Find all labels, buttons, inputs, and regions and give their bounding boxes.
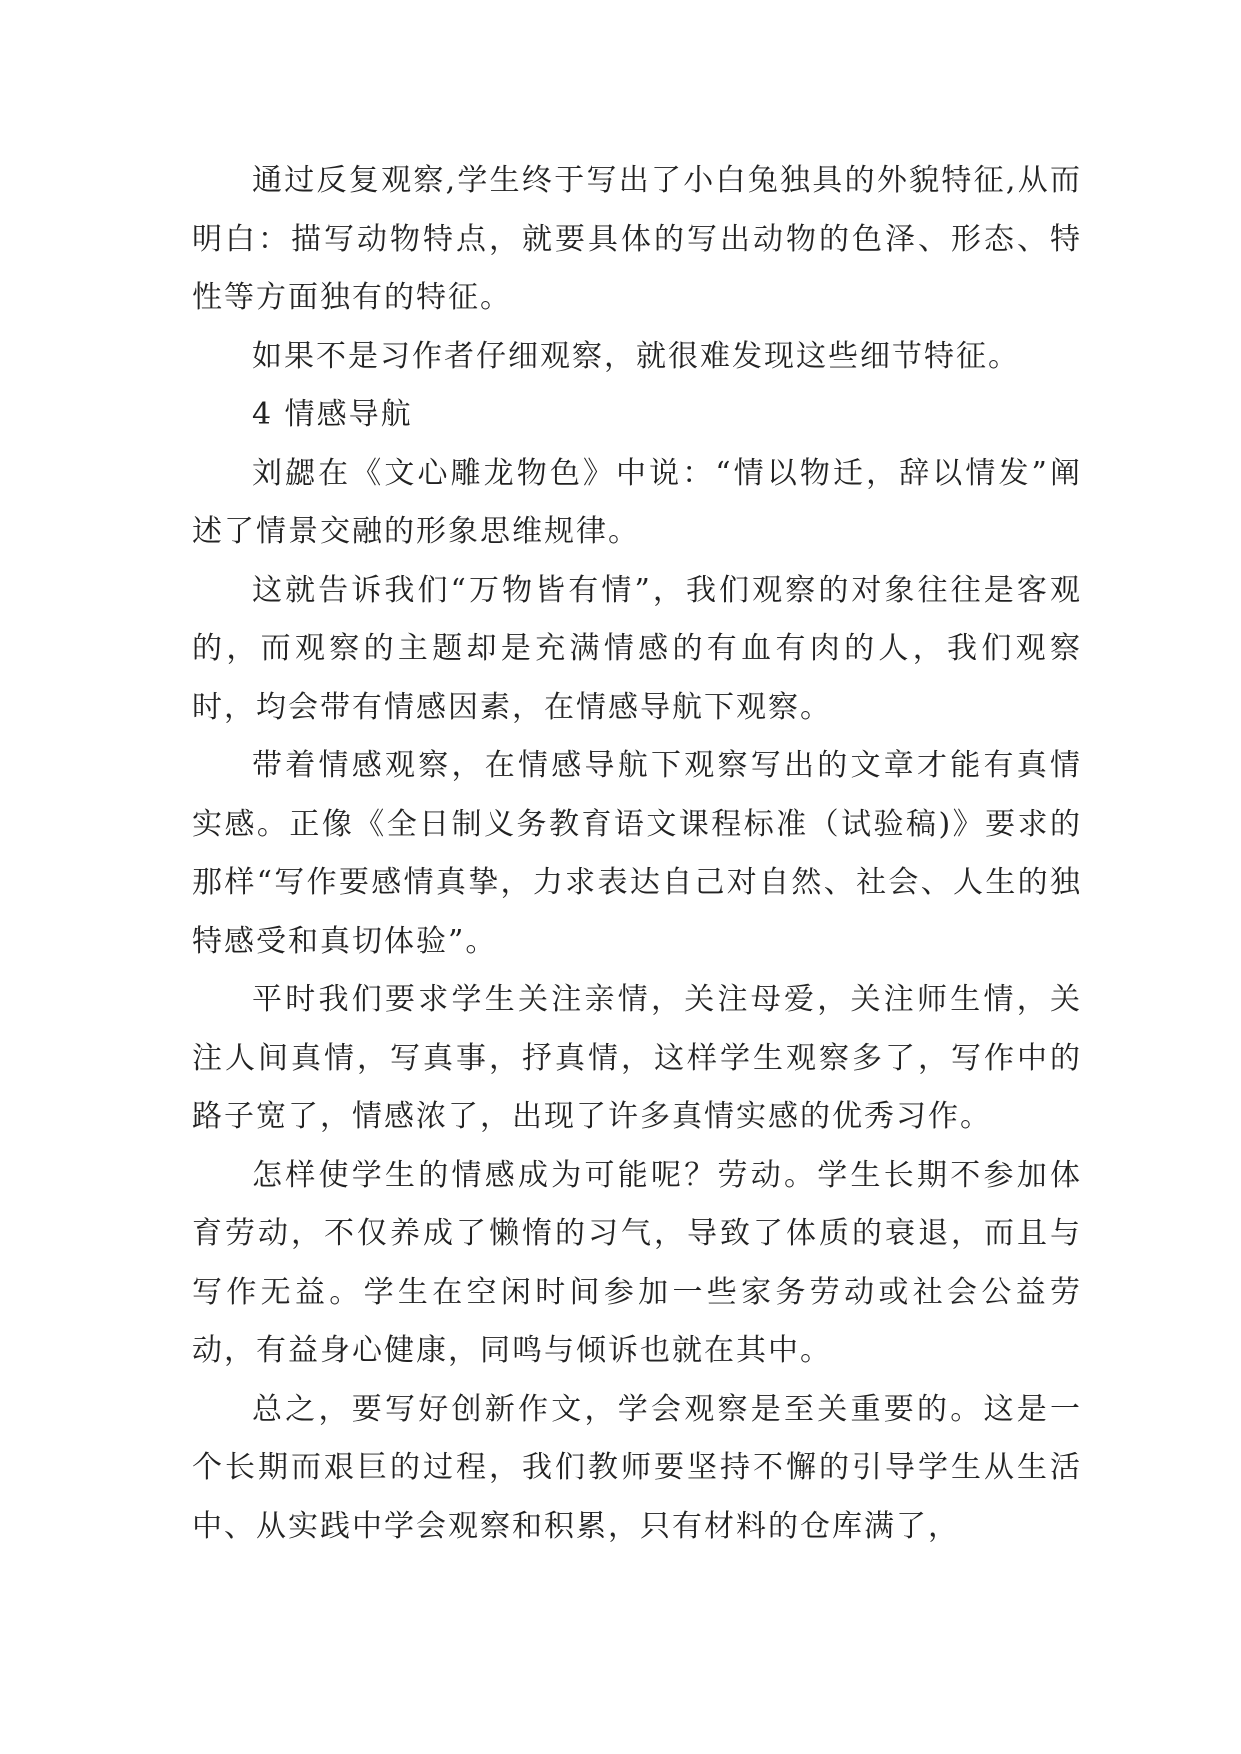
paragraph-detail-features: 如果不是习作者仔细观察，就很难发现这些细节特征。: [252, 338, 1020, 374]
paragraph-focus-on-family: 平时我们要求学生关注亲情，关注母爱，关注师生情，关注人间真情，写真事，抒真情，这样学生观察多了，写作中的路子宽了，情感浓了，出现了许多真情实感的优秀习作。: [192, 982, 1082, 1134]
paragraph-curriculum-standard: 带着情感观察，在情感导航下观察写出的文章才能有真情实感。正像《全日制义务教育语文课程标准（试验稿)》要求的那样“写作要感情真挚，力求表达自己对自然、社会、人生的独特感受和真切体验”。: [192, 748, 1082, 959]
document-body: [192, 152, 1082, 1556]
paragraph-conclusion: 总之，要写好创新作文，学会观察是至关重要的。这是一个长期而艰巨的过程，我们教师要坚持不懈的引导学生从生活中、从实践中学会观察和积累，只有材料的仓库满了，: [192, 1391, 1082, 1544]
paragraph-all-things-have-feelings: 这就告诉我们“万物皆有情”，我们观察的对象往往是客观的，而观察的主题却是充满情感的有血有肉的人，我们观察时，均会带有情感因素，在情感导航下观察。: [192, 572, 1082, 725]
section-heading-emotion-navigation: 4 情感导航: [252, 397, 413, 432]
paragraph-observation-result: 通过反复观察,学生终于写出了小白兔独具的外貌特征,从而明白：描写动物特点，就要具体的写出动物的色泽、形态、特性等方面独有的特征。: [192, 163, 1082, 315]
paragraph-labor: 怎样使学生的情感成为可能呢？劳动。学生长期不参加体育劳动，不仅养成了懒惰的习气，导致了体质的衰退，而且与写作无益。学生在空闲时间参加一些家务劳动或社会公益劳动，有益身心健康，同鸣与倾诉也就在其中。: [192, 1157, 1082, 1368]
paragraph-liu-xie-quote: 刘勰在《文心雕龙物色》中说：“情以物迁，辞以情发”阐述了情景交融的形象思维规律。: [192, 455, 1082, 549]
